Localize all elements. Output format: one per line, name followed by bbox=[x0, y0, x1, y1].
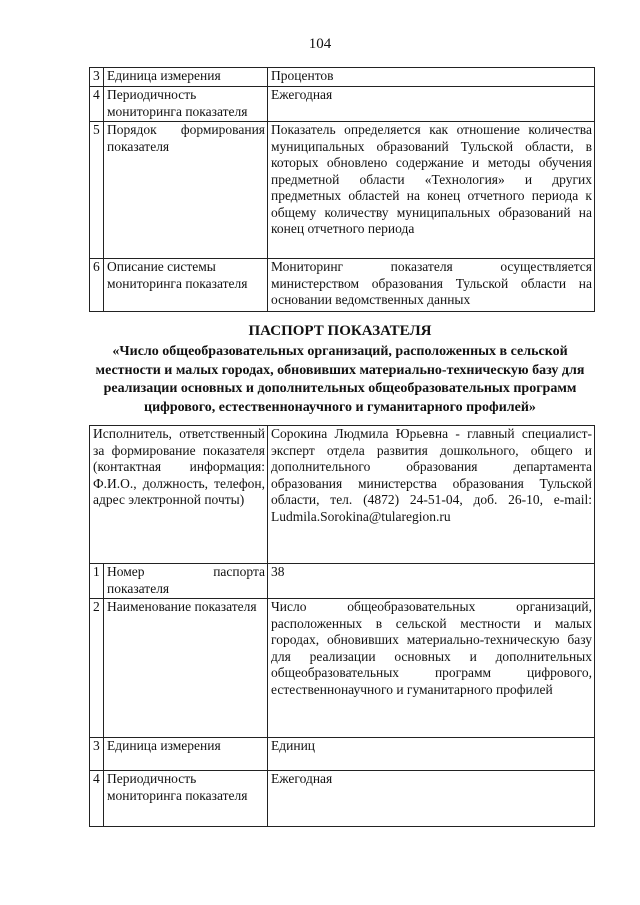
row-number: 5 bbox=[90, 122, 104, 259]
row-name: Описание системы мониторинга показателя bbox=[104, 259, 268, 312]
row-number: 3 bbox=[90, 738, 104, 771]
executor-row bbox=[90, 426, 595, 564]
row-name: Номер паспорта показателя bbox=[104, 564, 268, 599]
row-name: Периодичность мониторинга показателя bbox=[104, 771, 268, 827]
row-value: 38 bbox=[268, 564, 595, 599]
table-row bbox=[90, 564, 595, 599]
row-number: 4 bbox=[90, 771, 104, 827]
row-number: 6 bbox=[90, 259, 104, 312]
row-value: Число общеобразовательных организаций, расположенных в сельской местности и малых городах, обновивших материально-техническую базу для реализации основных и дополнительных общеобразовательных программ цифрового, естественнонаучного и гуманитарного профилей bbox=[268, 599, 595, 738]
page-number: 104 bbox=[308, 36, 332, 52]
row-value: Ежегодная bbox=[268, 87, 595, 122]
table-row bbox=[90, 738, 595, 771]
indicator-passport-table bbox=[89, 425, 595, 827]
table-row bbox=[90, 122, 595, 259]
executor-value: Сорокина Людмила Юрьевна - главный специалист-эксперт отдела развития дошкольного, общего и дополнительного образования департамента образования министерства образования Тульской области, тел. (4872) 24-51-04, доб. 26-10, e-mail: Ludmila.Sorokina@tularegion.ru bbox=[268, 426, 595, 564]
table-row bbox=[90, 68, 595, 87]
row-number: 1 bbox=[90, 564, 104, 599]
table-row bbox=[90, 259, 595, 312]
row-value: Показатель определяется как отношение количества муниципальных образований Тульской области, в которых обновлено содержание и методы обучения предметной области «Технология» и других предметных областей на конец отчетного периода к общему количеству муниципальных образований на конец отчетного периода bbox=[268, 122, 595, 259]
row-value: Процентов bbox=[268, 68, 595, 87]
row-name: Порядок формирования показателя bbox=[104, 122, 268, 259]
row-value: Единиц bbox=[268, 738, 595, 771]
row-number: 4 bbox=[90, 87, 104, 122]
executor-label: Исполнитель, ответственный за формирование показателя (контактная информация: Ф.И.О., должность, телефон, адрес электронной почты) bbox=[90, 426, 268, 564]
row-number: 3 bbox=[90, 68, 104, 87]
table-row bbox=[90, 599, 595, 738]
row-value: Ежегодная bbox=[268, 771, 595, 827]
indicator-table-continued bbox=[89, 67, 595, 312]
row-number: 2 bbox=[90, 599, 104, 738]
row-name: Единица измерения bbox=[104, 68, 268, 87]
row-name: Периодичность мониторинга показателя bbox=[104, 87, 268, 122]
passport-title: ПАСПОРТ ПОКАЗАТЕЛЯ bbox=[248, 323, 432, 339]
table-row bbox=[90, 771, 595, 827]
row-name: Наименование показателя bbox=[104, 599, 268, 738]
table-row bbox=[90, 87, 595, 122]
row-name: Единица измерения bbox=[104, 738, 268, 771]
row-value: Мониторинг показателя осуществляется министерством образования Тульской области на основании ведомственных данных bbox=[268, 259, 595, 312]
passport-subtitle: «Число общеобразовательных организаций, расположенных в сельской местности и малых городах, обновивших материально-техническую базу для реализации основных и дополнительных общеобразовательных программ цифрового, естественнонаучного и гуманитарного профилей» bbox=[95, 344, 585, 415]
